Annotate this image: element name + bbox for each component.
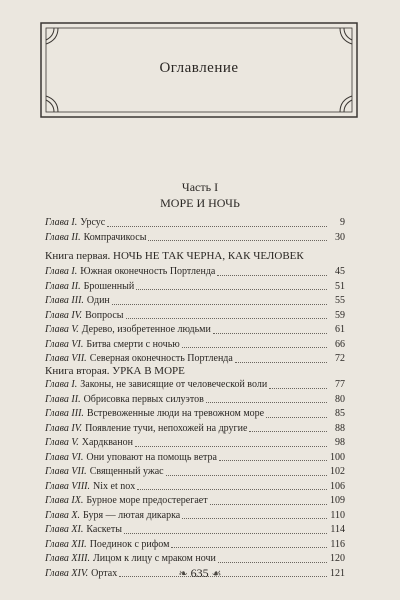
contents-title: Оглавление <box>159 60 239 76</box>
toc-entry[interactable] <box>45 480 345 495</box>
chapter-page: 45 <box>335 266 345 277</box>
chapter-page: 61 <box>335 324 345 335</box>
toc-entry[interactable] <box>45 231 345 246</box>
toc-entry[interactable] <box>45 338 345 353</box>
dot-leader <box>137 489 327 490</box>
chapter-page: 109 <box>330 495 345 506</box>
toc-entry[interactable] <box>45 323 345 338</box>
dot-leader <box>124 533 327 534</box>
chapter-label: Глава V. <box>45 324 79 335</box>
header-frame <box>40 22 358 118</box>
chapter-page: 77 <box>335 379 345 390</box>
chapter-page: 85 <box>335 408 345 419</box>
chapter-label: Глава IV. <box>45 422 83 434</box>
dot-leader <box>249 431 327 432</box>
chapter-label: Глава I. <box>45 266 78 277</box>
dot-leader <box>135 446 327 447</box>
toc-entry[interactable] <box>45 436 345 451</box>
chapter-title: Северная оконечность Портленда <box>89 353 233 364</box>
book2-chapter-list <box>45 378 345 581</box>
chapter-page: 106 <box>330 480 345 492</box>
toc-entry[interactable] <box>45 509 345 524</box>
chapter-page: 110 <box>330 509 345 521</box>
chapter-label: Глава VI. <box>45 338 84 350</box>
chapter-label: Глава XIII. <box>45 553 91 564</box>
chapter-label: Глава II. <box>45 280 81 292</box>
chapter-label: Глава III. <box>45 408 84 419</box>
dot-leader <box>148 240 327 241</box>
chapter-title: Лицом к лицу с мраком ночи <box>93 553 216 564</box>
chapter-label: Глава IX. <box>45 495 84 506</box>
chapter-label: Глава X. <box>45 509 81 521</box>
chapter-page: 88 <box>335 422 345 434</box>
chapter-title: Один <box>86 295 110 306</box>
toc-entry[interactable] <box>45 378 345 393</box>
dot-leader <box>112 304 327 305</box>
chapter-page: 121 <box>330 567 345 579</box>
book1-heading: Книга первая. НОЧЬ НЕ ТАК ЧЕРНА, КАК ЧЕЛОВЕК <box>45 250 304 262</box>
chapter-title: Ортах <box>91 567 118 579</box>
toc-entry[interactable] <box>45 465 345 480</box>
dot-leader <box>182 347 327 348</box>
right-ornament-icon: ☙ <box>211 568 222 580</box>
toc-entry[interactable] <box>45 523 345 538</box>
chapter-label: Глава II. <box>45 231 81 243</box>
dot-leader <box>218 562 327 563</box>
page-number: 635 <box>190 566 209 580</box>
chapter-title: Брошенный <box>83 280 135 292</box>
chapter-page: 80 <box>335 393 345 405</box>
chapter-title: Бурное море предостерегает <box>86 495 208 506</box>
dot-leader <box>206 402 327 403</box>
chapter-label: Глава VI. <box>45 451 84 463</box>
dot-leader <box>213 333 327 334</box>
toc-entry[interactable] <box>45 393 345 408</box>
chapter-label: Глава XII. <box>45 538 87 550</box>
chapter-title: Буря — лютая дикарка <box>83 509 181 521</box>
toc-entry[interactable] <box>45 265 345 280</box>
chapter-page: 114 <box>330 524 345 535</box>
toc-entry[interactable] <box>45 309 345 324</box>
chapter-label: Глава VIII. <box>45 480 91 492</box>
toc-entry[interactable] <box>45 552 345 567</box>
chapter-label: Глава XI. <box>45 524 84 535</box>
chapter-page: 66 <box>335 338 345 350</box>
dot-leader <box>235 362 327 363</box>
toc-entry[interactable] <box>45 451 345 466</box>
dot-leader <box>126 318 328 319</box>
chapter-title: Хардкванон <box>81 437 133 448</box>
toc-entry[interactable] <box>45 216 345 231</box>
chapter-title: Урсус <box>80 217 106 228</box>
toc-entry[interactable] <box>45 280 345 295</box>
chapter-label: Глава III. <box>45 295 84 306</box>
part-label: Часть I <box>181 180 219 194</box>
chapter-title: Вопросы <box>85 309 124 321</box>
dot-leader <box>219 460 327 461</box>
chapter-page: 59 <box>335 309 345 321</box>
page-footer <box>0 566 400 581</box>
dot-leader <box>171 547 327 548</box>
dot-leader <box>136 289 327 290</box>
chapter-page: 120 <box>330 553 345 564</box>
toc-entry[interactable] <box>45 294 345 309</box>
chapter-page: 9 <box>340 217 345 228</box>
toc-entry[interactable] <box>45 422 345 437</box>
part-chapter-list <box>45 216 345 245</box>
toc-entry[interactable] <box>45 538 345 553</box>
chapter-page: 51 <box>335 280 345 292</box>
chapter-title: Они уповают на помощь ветра <box>86 451 217 463</box>
dot-leader <box>107 226 327 227</box>
dot-leader <box>266 417 327 418</box>
chapter-label: Глава V. <box>45 437 79 448</box>
chapter-title: Южная оконечность Портленда <box>80 266 216 277</box>
chapter-label: Глава IV. <box>45 309 83 321</box>
toc-entry[interactable] <box>45 494 345 509</box>
chapter-title: Битва смерти с ночью <box>86 338 180 350</box>
chapter-page: 55 <box>335 295 345 306</box>
chapter-title: Появление тучи, непохожей на другие <box>85 422 248 434</box>
chapter-title: Обрисовка первых силуэтов <box>83 393 204 405</box>
dot-leader <box>269 388 327 389</box>
chapter-title: Поединок с рифом <box>89 538 170 550</box>
chapter-title: Священный ужас <box>89 466 164 477</box>
chapter-page: 116 <box>330 538 345 550</box>
left-ornament-icon: ❧ <box>178 568 188 580</box>
dot-leader <box>166 475 327 476</box>
chapter-label: Глава I. <box>45 379 78 390</box>
chapter-page: 72 <box>335 353 345 364</box>
book2-heading: Книга вторая. УРКА В МОРЕ <box>45 365 185 377</box>
chapter-label: Глава II. <box>45 393 81 405</box>
chapter-page: 100 <box>330 451 345 463</box>
chapter-title: Компрачикосы <box>83 231 147 243</box>
dot-leader <box>210 504 327 505</box>
dot-leader <box>182 518 327 519</box>
chapter-page: 102 <box>330 466 345 477</box>
chapter-label: Глава VII. <box>45 353 87 364</box>
chapter-title: Встревоженные люди на тревожном море <box>86 408 265 419</box>
part-title: МОРЕ И НОЧЬ <box>160 196 240 210</box>
chapter-title: Дерево, изобретенное людьми <box>81 324 211 335</box>
toc-entry[interactable] <box>45 407 345 422</box>
chapter-title: Nix et nox <box>93 480 136 492</box>
chapter-title: Законы, не зависящие от человеческой воли <box>80 379 268 390</box>
chapter-page: 98 <box>335 437 345 448</box>
chapter-page: 30 <box>335 231 345 243</box>
chapter-label: Глава XIV. <box>45 567 89 579</box>
chapter-label: Глава I. <box>45 217 78 228</box>
dot-leader <box>217 275 327 276</box>
book1-chapter-list <box>45 265 345 367</box>
chapter-label: Глава VII. <box>45 466 87 477</box>
chapter-title: Каскеты <box>86 524 122 535</box>
